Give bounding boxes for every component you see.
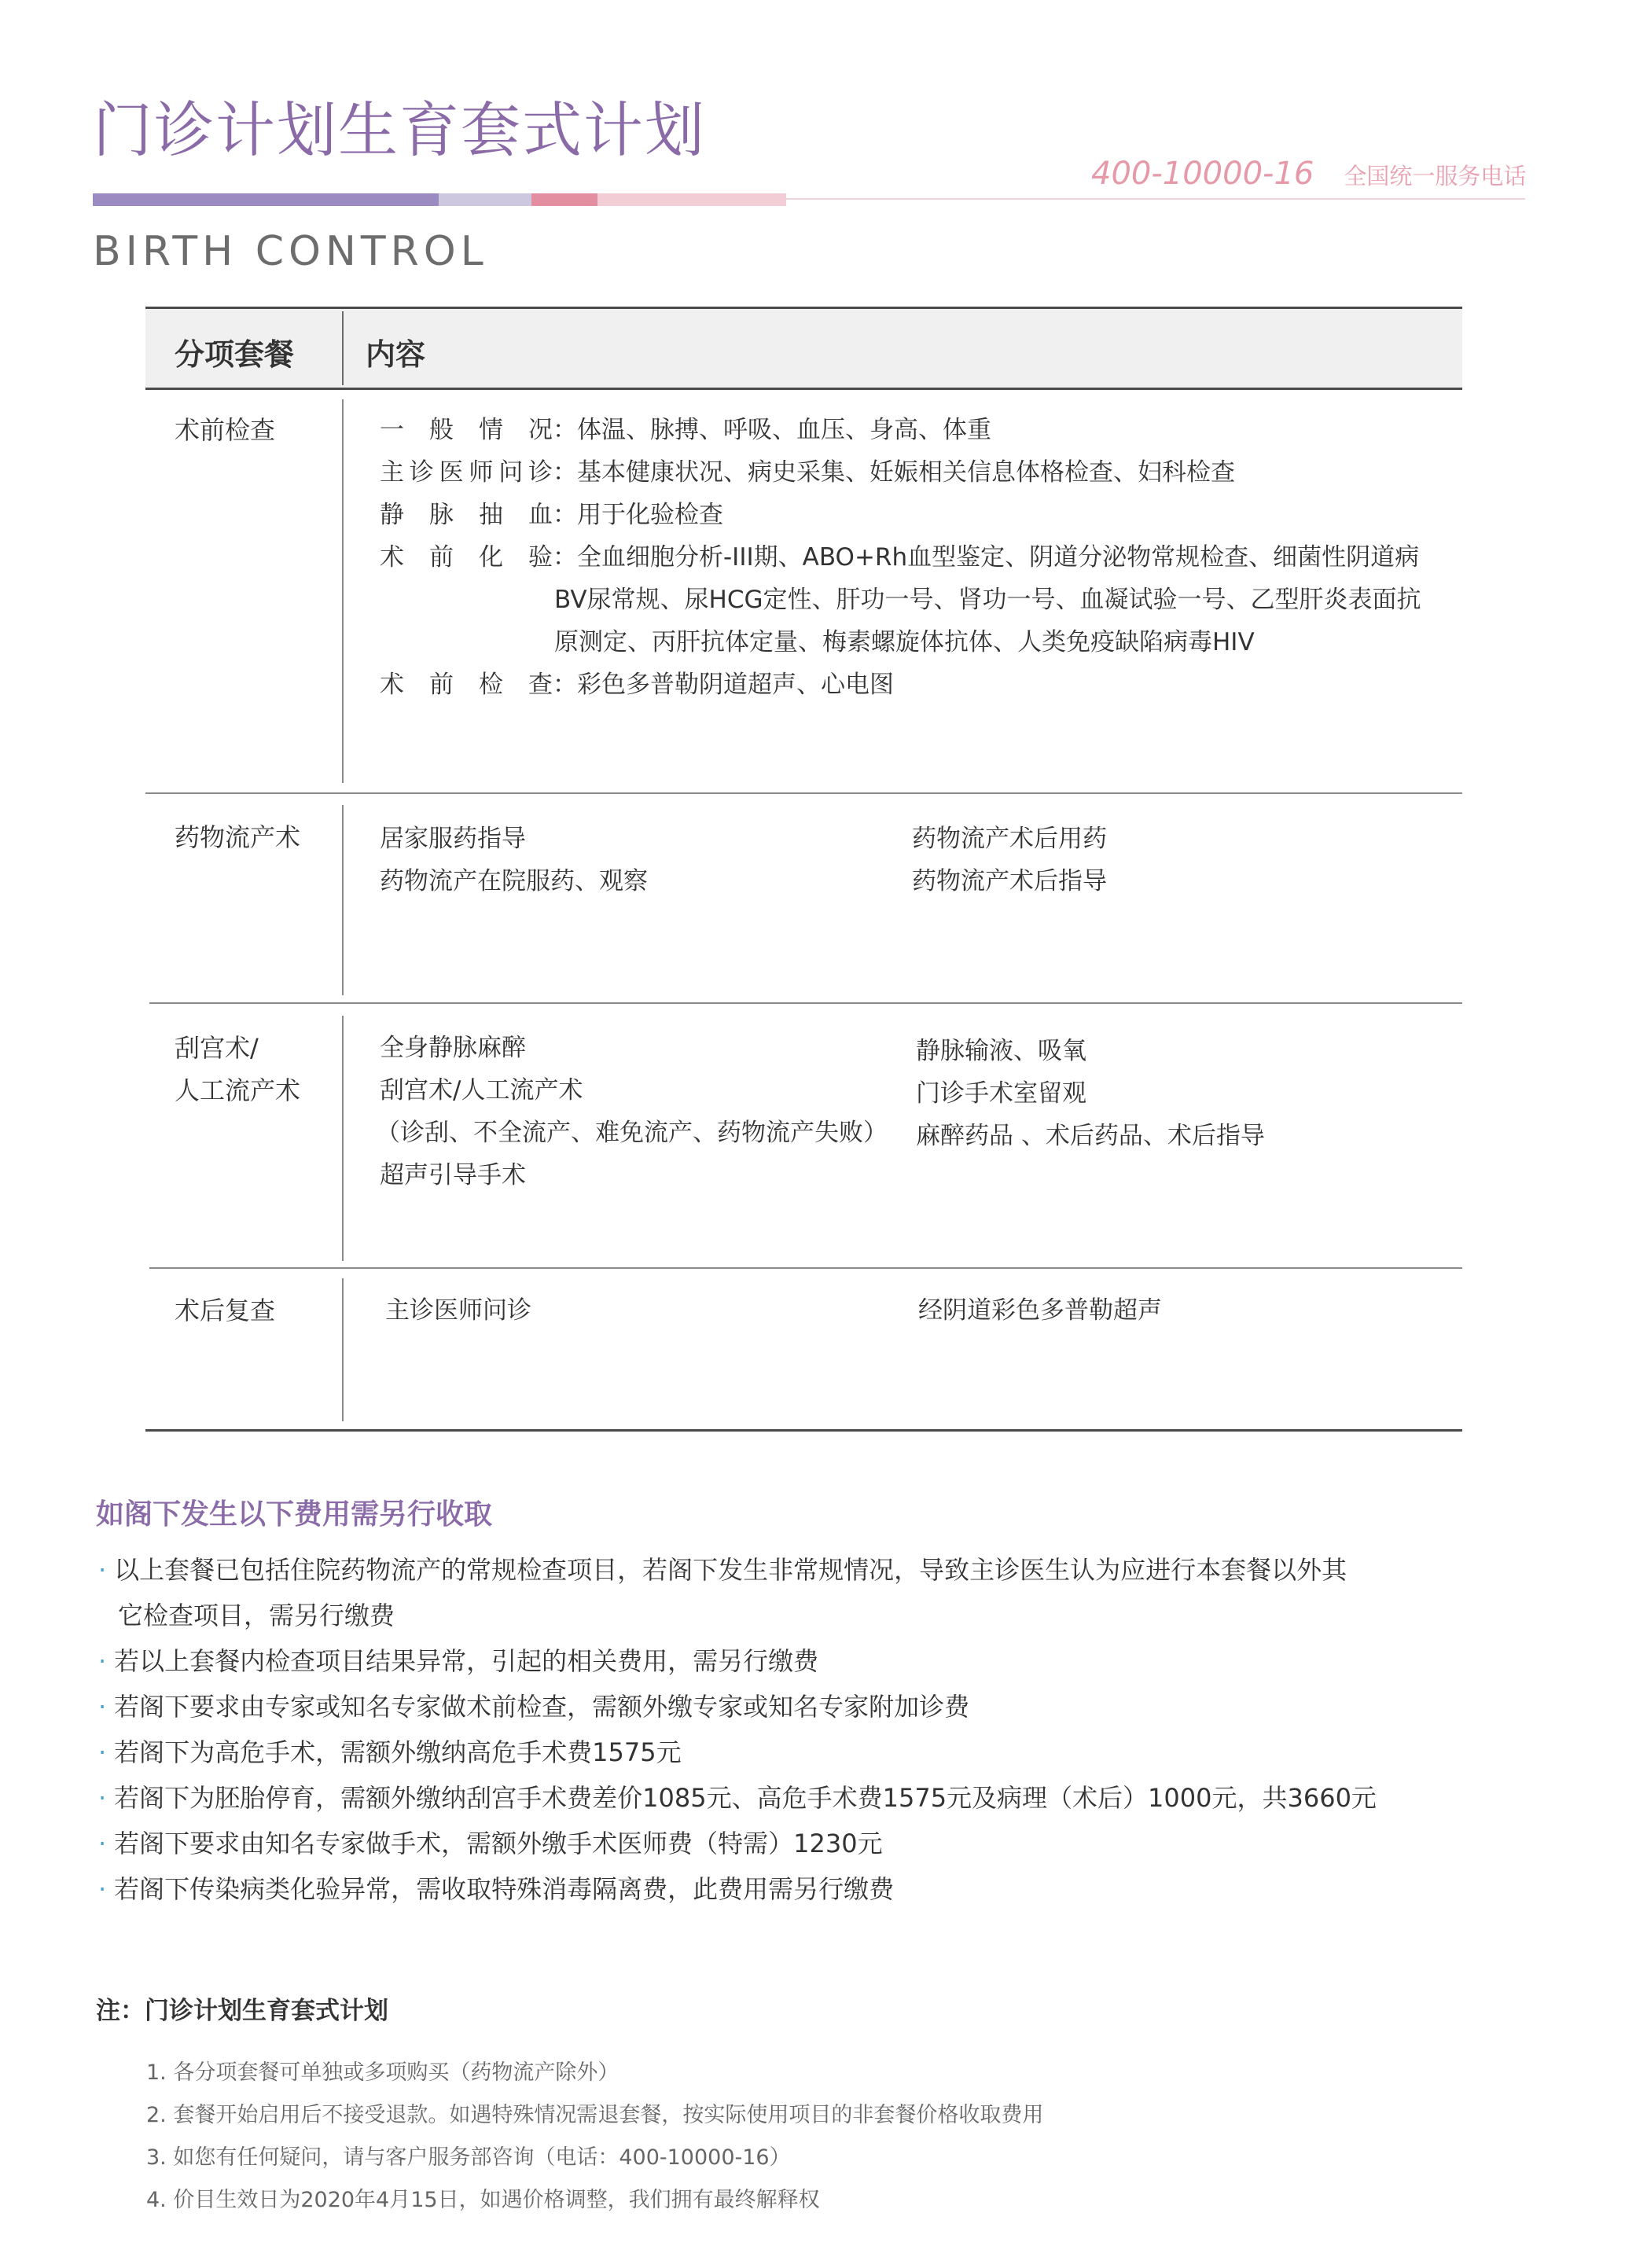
note-item-1: 1. 各分项套餐可单独或多项购买（药物流产除外） [146, 2060, 619, 2085]
hotline [1091, 156, 1526, 192]
row-divider-followup [342, 1278, 344, 1421]
title-rule-segment-4 [597, 193, 786, 206]
curettage-left-item-4: 超声引导手术 [380, 1161, 526, 1189]
medical-left-item-2: 药物流产在院服药、观察 [380, 867, 648, 895]
col-header-content: 内容 [366, 337, 426, 372]
fee-item-1: · 以上套餐已包括住院药物流产的常规检查项目，若阁下发生非常规情况，导致主诊医生认为应进行本套餐以外其 [98, 1555, 1347, 1585]
curettage-left-item-2: 刮宫术/人工流产术 [380, 1076, 583, 1105]
notes-title: 注：门诊计划生育套式计划 [96, 1997, 388, 2025]
title-rule-segment-2 [439, 193, 531, 206]
page-title: 门诊计划生育套式计划 [93, 95, 706, 165]
preop-item-lab-tests: 术前化验：全血细胞分析-III期、ABO+Rh血型鉴定、阴道分泌物常规检查、细菌性阴道病 [380, 543, 1420, 572]
curettage-right-item-3: 麻醉药品 、术后药品、术后指导 [916, 1122, 1265, 1150]
hotline-label: 全国统一服务电话 [1344, 163, 1527, 189]
category-preop: 术前检查 [175, 415, 276, 445]
note-item-4: 4. 价目生效日为2020年4月15日，如遇价格调整，我们拥有最终解释权 [146, 2188, 820, 2212]
hotline-number: 400-10000-16 [1091, 156, 1314, 192]
extra-fees-title: 如阁下发生以下费用需另行收取 [96, 1498, 493, 1531]
category-medical-abortion: 药物流产术 [175, 822, 301, 852]
medical-right-item-2: 药物流产术后指导 [912, 867, 1107, 895]
preop-item-exams: 术前检查：彩色多普勒阴道超声、心电图 [380, 671, 894, 699]
preop-item-blood-draw: 静脉抽血：用于化验检查 [380, 501, 723, 529]
fee-item-7: · 若阁下传染病类化验异常，需收取特殊消毒隔离费，此费用需另行缴费 [98, 1874, 895, 1904]
row-divider-curettage [342, 1016, 344, 1261]
preop-list [380, 409, 1421, 706]
title-rule-segment-3 [531, 193, 597, 206]
preop-item-consultation: 主诊医师问诊：基本健康状况、病史采集、妊娠相关信息体格检查、妇科检查 [380, 458, 1235, 487]
followup-left-item: 主诊医师问诊 [385, 1296, 531, 1325]
row-separator-1 [145, 792, 1462, 794]
header-divider [342, 311, 344, 385]
row-divider-medical [342, 805, 344, 995]
medical-left-item-1: 居家服药指导 [380, 825, 526, 853]
table-header-border [145, 388, 1462, 390]
preop-item-general: 一般情况：体温、脉搏、呼吸、血压、身高、体重 [380, 416, 991, 444]
category-curettage-line-1: 刮宫术/ [175, 1033, 259, 1063]
col-header-package: 分项套餐 [175, 337, 295, 372]
curettage-left-item-1: 全身静脉麻醉 [380, 1034, 526, 1062]
fee-item-6: · 若阁下要求由知名专家做手术，需额外缴手术医师费（特需）1230元 [98, 1829, 883, 1858]
note-item-3: 3. 如您有任何疑问，请与客户服务部咨询（电话：400-10000-16） [146, 2145, 791, 2170]
fee-item-3: · 若阁下要求由专家或知名专家做术前检查，需额外缴专家或知名专家附加诊费 [98, 1692, 970, 1722]
curettage-right-item-2: 门诊手术室留观 [916, 1079, 1086, 1108]
followup-right-item: 经阴道彩色多普勒超声 [918, 1296, 1162, 1325]
header-hairline [786, 198, 1525, 200]
row-separator-2 [149, 1002, 1462, 1004]
curettage-left-item-3: （诊刮、不全流产、难免流产、药物流产失败） [376, 1119, 888, 1147]
medical-right-item-1: 药物流产术后用药 [912, 825, 1107, 853]
row-separator-3 [149, 1267, 1462, 1269]
table-bottom-border [145, 1429, 1462, 1432]
row-divider-preop [342, 399, 344, 783]
fee-item-2: · 若以上套餐内检查项目结果异常，引起的相关费用，需另行缴费 [98, 1646, 819, 1676]
preop-item-lab-tests-cont-2: 原测定、丙肝抗体定量、梅素螺旋体抗体、人类免疫缺陷病毒HIV [554, 628, 1255, 656]
fee-item-5: · 若阁下为胚胎停育，需额外缴纳刮宫手术费差价1085元、高危手术费1575元及病理（术后）1000元，共3660元 [98, 1783, 1377, 1813]
fee-item-1-continuation: 它检查项目，需另行缴费 [118, 1601, 395, 1630]
category-followup: 术后复查 [175, 1296, 276, 1325]
category-curettage-line-2: 人工流产术 [175, 1075, 301, 1105]
title-rule-segment-1 [93, 193, 439, 206]
note-item-2: 2. 套餐开始启用后不接受退款。如遇特殊情况需退套餐，按实际使用项目的非套餐价格收取费用 [146, 2103, 1044, 2127]
fee-item-4: · 若阁下为高危手术，需额外缴纳高危手术费1575元 [98, 1737, 682, 1767]
curettage-right-item-1: 静脉输液、吸氧 [916, 1037, 1086, 1065]
preop-item-lab-tests-cont-1: BV尿常规、尿HCG定性、肝功一号、肾功一号、血凝试验一号、乙型肝炎表面抗 [554, 586, 1421, 614]
page-subtitle: BIRTH CONTROL [93, 228, 488, 275]
